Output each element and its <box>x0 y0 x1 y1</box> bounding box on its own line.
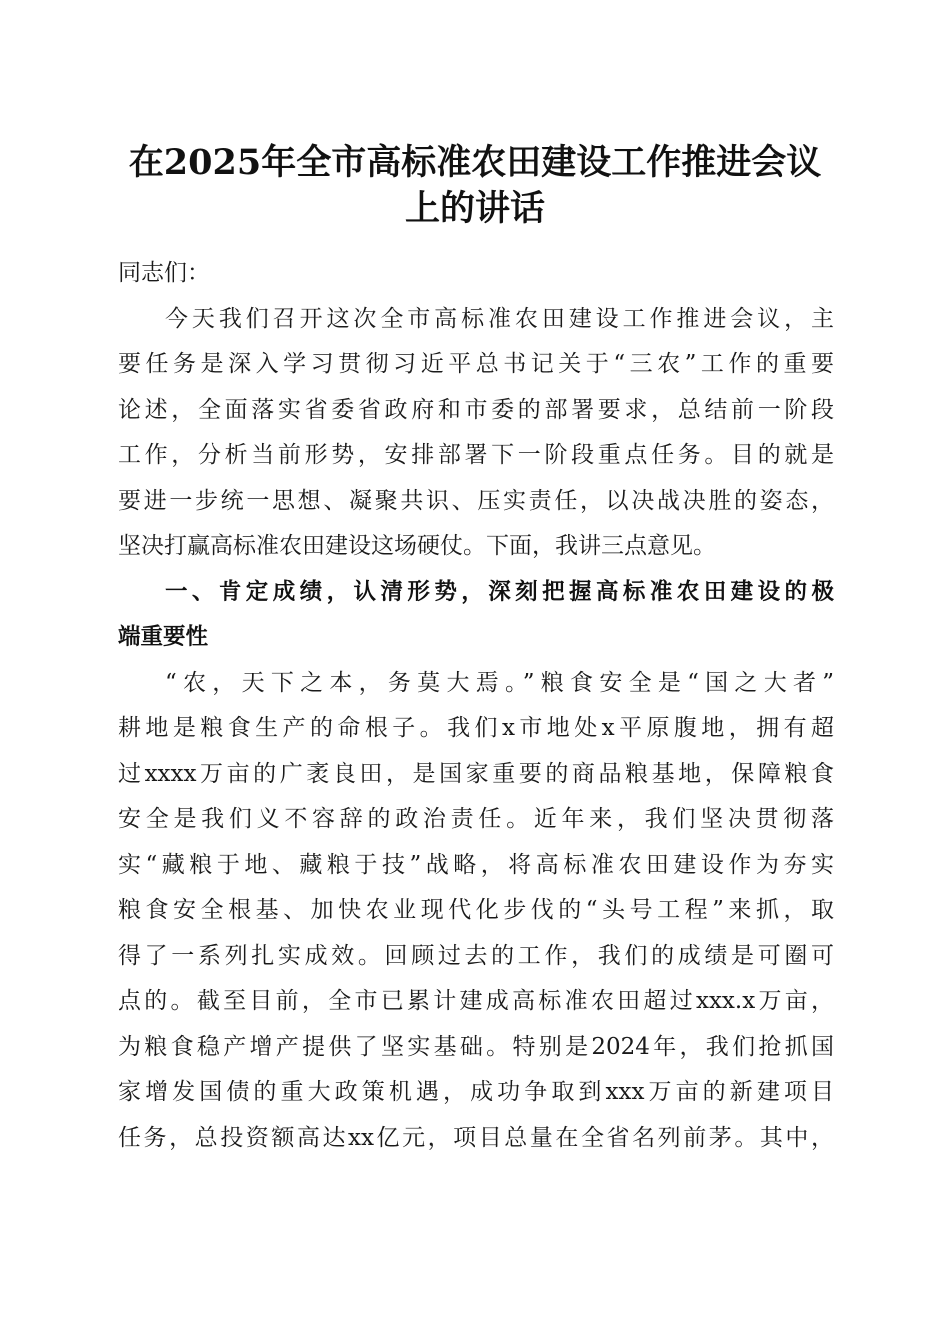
paragraph-line: 今天我们召开这次全市高标准农田建设工作推进会议，主 <box>165 305 834 332</box>
paragraph-line: 过xxxx万亩的广袤良田，是国家重要的商品粮基地，保障粮食 <box>118 760 834 787</box>
page-title <box>100 140 850 232</box>
document-body <box>118 251 834 1161</box>
paragraph-line: 要进一步统一思想、凝聚共识、压实责任，以决战决胜的姿态， <box>118 487 834 514</box>
paragraph-line: 家增发国债的重大政策机遇，成功争取到xxx万亩的新建项目 <box>118 1079 834 1105</box>
paragraph-line: 实“藏粮于地、藏粮于技”战略，将高标准农田建设作为夯实 <box>118 851 834 878</box>
paragraph-line: 任务，总投资额高达xx亿元，项目总量在全省名列前茅。其中， <box>118 1124 834 1151</box>
paragraph-line: 点的。截至目前，全市已累计建成高标准农田超过xxx.x万亩， <box>118 988 834 1014</box>
paragraph-line: 坚决打赢高标准农田建设这场硬仗。下面，我讲三点意见。 <box>118 533 716 559</box>
paragraph-line: 工作，分析当前形势，安排部署下一阶段重点任务。目的就是 <box>118 442 834 468</box>
section-heading: 一、肯定成绩，认清形势，深刻把握高标准农田建设的极 <box>165 578 834 605</box>
title-line: 上的讲话 <box>404 188 545 229</box>
paragraph-line: “农，天下之本，务莫大焉。”粮食安全是“国之大者” <box>165 669 834 696</box>
paragraph-line: 得了一系列扎实成效。回顾过去的工作，我们的成绩是可圈可 <box>118 942 834 969</box>
paragraph-line: 要任务是深入学习贯彻习近平总书记关于“三农”工作的重要 <box>118 351 834 377</box>
paragraph-line: 粮食安全根基、加快农业现代化步伐的“头号工程”来抓，取 <box>118 897 834 923</box>
salutation: 同志们： <box>118 260 210 286</box>
title-line: 在2025年全市高标准农田建设工作推进会议 <box>128 142 822 183</box>
paragraph-line: 为粮食稳产增产提供了坚实基础。特别是2024年，我们抢抓国 <box>118 1033 834 1060</box>
section-heading: 端重要性 <box>118 624 209 650</box>
paragraph-line: 安全是我们义不容辞的政治责任。近年来，我们坚决贯彻落 <box>118 806 834 832</box>
paragraph-line: 耕地是粮食生产的命根子。我们x市地处x平原腹地，拥有超 <box>118 715 834 741</box>
paragraph-line: 论述，全面落实省委省政府和市委的部署要求，总结前一阶段 <box>118 396 834 423</box>
